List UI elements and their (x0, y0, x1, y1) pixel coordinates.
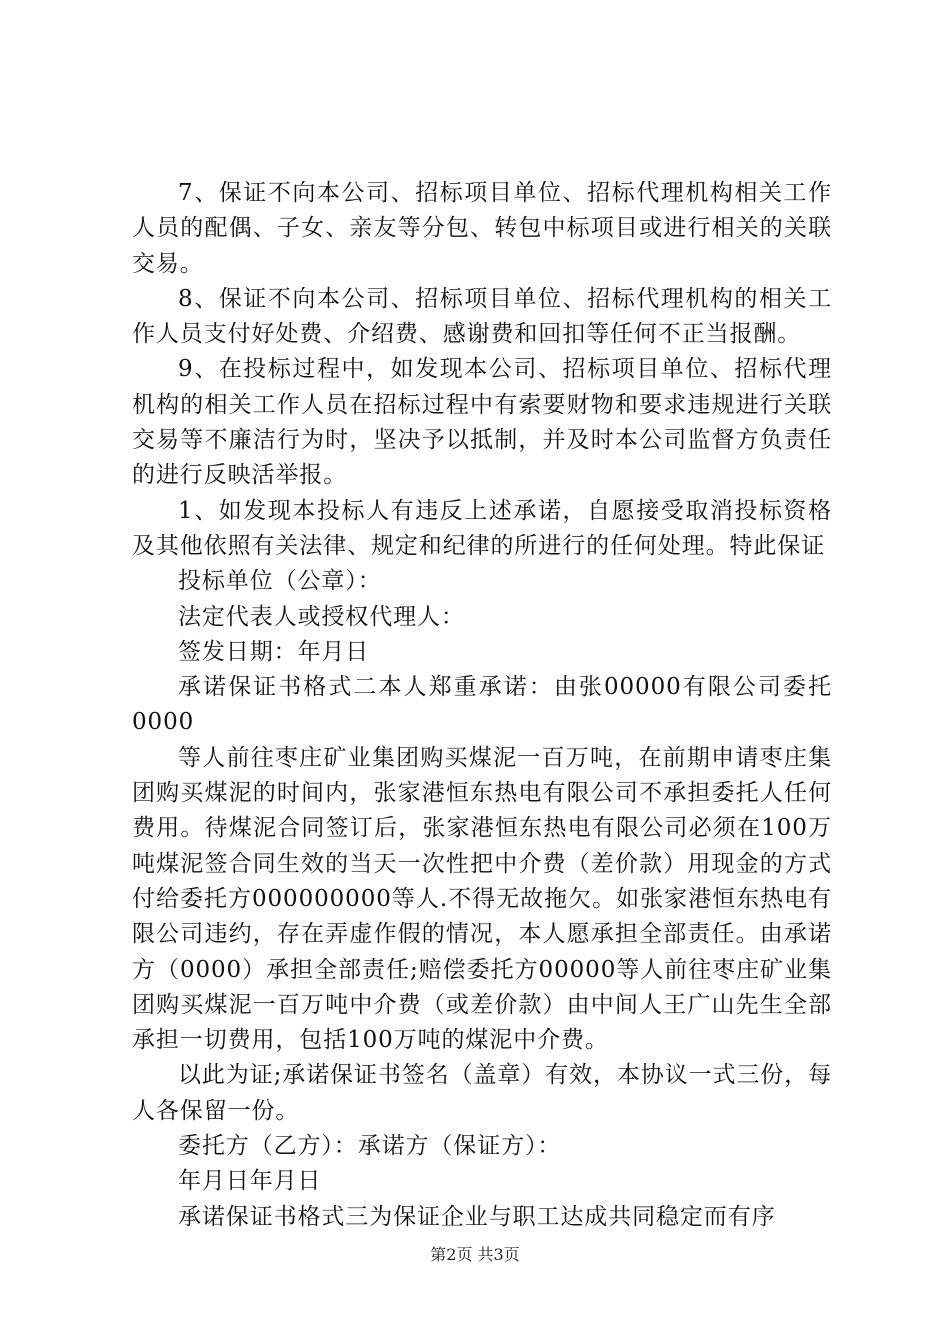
issue-date-line: 签发日期：年月日 (178, 638, 370, 665)
document-body (132, 176, 832, 1235)
paragraph-clause-7: 7、保证不向本公司、招标项目单位、招标代理机构相关工作人员的配偶、子女、亲友等分包、转包中标项目或进行相关的关联交易。 (132, 180, 832, 277)
legal-representative-line: 法定代表人或授权代理人： (178, 603, 465, 630)
format-three-heading: 承诺保证书格式三为保证企业与职工达成共同稳定而有序 (178, 1203, 776, 1230)
format-two-heading: 承诺保证书格式二本人郑重承诺：由张00000有限公司委托0000 (132, 674, 832, 736)
page-number-footer: 第2页 共3页 (430, 1245, 520, 1264)
paragraph-clause-8: 8、保证不向本公司、招标项目单位、招标代理机构的相关工作人员支付好处费、介绍费、感谢费和回扣等任何不正当报酬。 (132, 285, 832, 348)
paragraph-clause-9: 9、在投标过程中，如发现本公司、招标项目单位、招标代理机构的相关工作人员在招标过程中有索要财物和要求违规进行关联交易等不廉洁行为时，坚决予以抵制，并及时本公司监督方负责任的进行反映活举报。 (132, 356, 832, 489)
format-two-body: 等人前往枣庄矿业集团购买煤泥一百万吨，在前期申请枣庄集团购买煤泥的时间内，张家港恒东热电有限公司不承担委托人任何费用。待煤泥合同签订后，张家港恒东热电有限公司必须在100万吨煤泥签合同生效的当天一次性把中介费（差价款）用现金的方式付给委托方000000000等人.不得无故拖欠。如张家港恒东热电有限公司违约，存在弄虚作假的情况，本人愿承担全部责任。由承诺方（0000）承担全部责任;赔偿委托方00000等人前往枣庄矿业集团购买煤泥一百万吨中介费（或差价款）由中间人王广山先生全部承担一切费用，包括100万吨的煤泥中介费。 (132, 744, 832, 1054)
dates-line: 年月日年月日 (178, 1168, 322, 1195)
paragraph-clause-1: 1、如发现本投标人有违反上述承诺，自愿接受取消投标资格及其他依照有关法律、规定和纪律的所进行的任何处理。特此保证 (132, 497, 832, 559)
parties-line: 委托方（乙方）：承诺方（保证方）： (178, 1133, 562, 1160)
proof-statement: 以此为证;承诺保证书签名（盖章）有效，本协议一式三份，每人各保留一份。 (132, 1062, 832, 1124)
bidder-seal-line: 投标单位（公章）： (178, 568, 382, 595)
